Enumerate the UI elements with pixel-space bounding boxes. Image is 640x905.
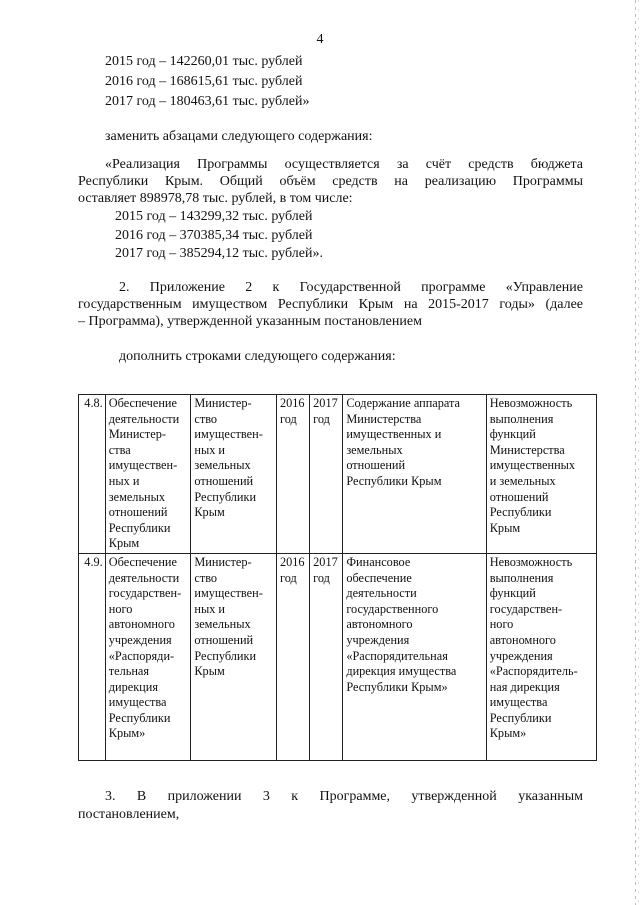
- year-end: 2017 год: [310, 395, 343, 554]
- scan-edge-line: [635, 0, 636, 905]
- funding-2016-old: 2016 год – 168615,61 тыс. рублей: [105, 74, 303, 89]
- measure-content: Финансовое обеспечение деятельности государственного автономного учреждения «Распорядительная дирекция имущества Республики Крым»: [343, 553, 486, 760]
- executor: Министер- ство имуществен- ных и земельных отношений Республики Крым: [191, 553, 277, 760]
- item2-line-2: государственным имуществом Республики Крым на 2015-2017 годы» (далее: [78, 297, 583, 312]
- row-number: 4.8.: [79, 395, 106, 554]
- funding-2017-old: 2017 год – 180463,61 тыс. рублей»: [105, 94, 310, 109]
- measure-name: Обеспечение деятельности Министер- ства имуществен- ных и земельных отношений Республики Крым: [105, 395, 191, 554]
- quote-line-2: Республики Крым. Общий объём средств на реализацию Программы: [78, 174, 583, 189]
- table-row: [79, 553, 597, 760]
- consequence: Невозможность выполнения функций государствен- ного автономного учреждения «Распорядитель- ная дирекция имущества Республики Крым»: [486, 553, 596, 760]
- program-table: [78, 394, 597, 761]
- add-phrase: дополнить строками следующего содержания:: [119, 349, 396, 364]
- replace-phrase: заменить абзацами следующего содержания:: [105, 129, 373, 144]
- measure-name: Обеспечение деятельности государствен- ного автономного учреждения «Распоряди- тельная дирекция имущества Республики Крым»: [105, 553, 191, 760]
- year-start: 2016 год: [276, 553, 309, 760]
- item2-line-1: 2. Приложение 2 к Государственной программе «Управление: [119, 280, 583, 295]
- item2-line-3: – Программа), утвержденной указанным постановлением: [78, 314, 422, 329]
- measure-content: Содержание аппарата Министерства имущественных и земельных отношений Республики Крым: [343, 395, 486, 554]
- funding-2017-new: 2017 год – 385294,12 тыс. рублей».: [115, 246, 323, 261]
- funding-2015-new: 2015 год – 143299,32 тыс. рублей: [115, 209, 313, 224]
- quote-line-1: «Реализация Программы осуществляется за счёт средств бюджета: [105, 157, 583, 172]
- item3-line-1: 3. В приложении 3 к Программе, утвержденной указанным: [105, 789, 583, 804]
- page-number: 4: [316, 32, 324, 47]
- quote-line-3: оставляет 898978,78 тыс. рублей, в том числе:: [78, 191, 353, 206]
- item3-line-2: постановлением,: [78, 807, 180, 822]
- consequence: Невозможность выполнения функций Министерства имущественных и земельных отношений Республики Крым: [486, 395, 596, 554]
- row-number: 4.9.: [79, 553, 106, 760]
- scan-edge-line-outer: [638, 0, 639, 905]
- year-end: 2017 год: [310, 553, 343, 760]
- year-start: 2016 год: [276, 395, 309, 554]
- table-row: [79, 395, 597, 554]
- executor: Министер- ство имуществен- ных и земельных отношений Республики Крым: [191, 395, 277, 554]
- funding-2015-old: 2015 год – 142260,01 тыс. рублей: [105, 54, 303, 69]
- funding-2016-new: 2016 год – 370385,34 тыс. рублей: [115, 228, 313, 243]
